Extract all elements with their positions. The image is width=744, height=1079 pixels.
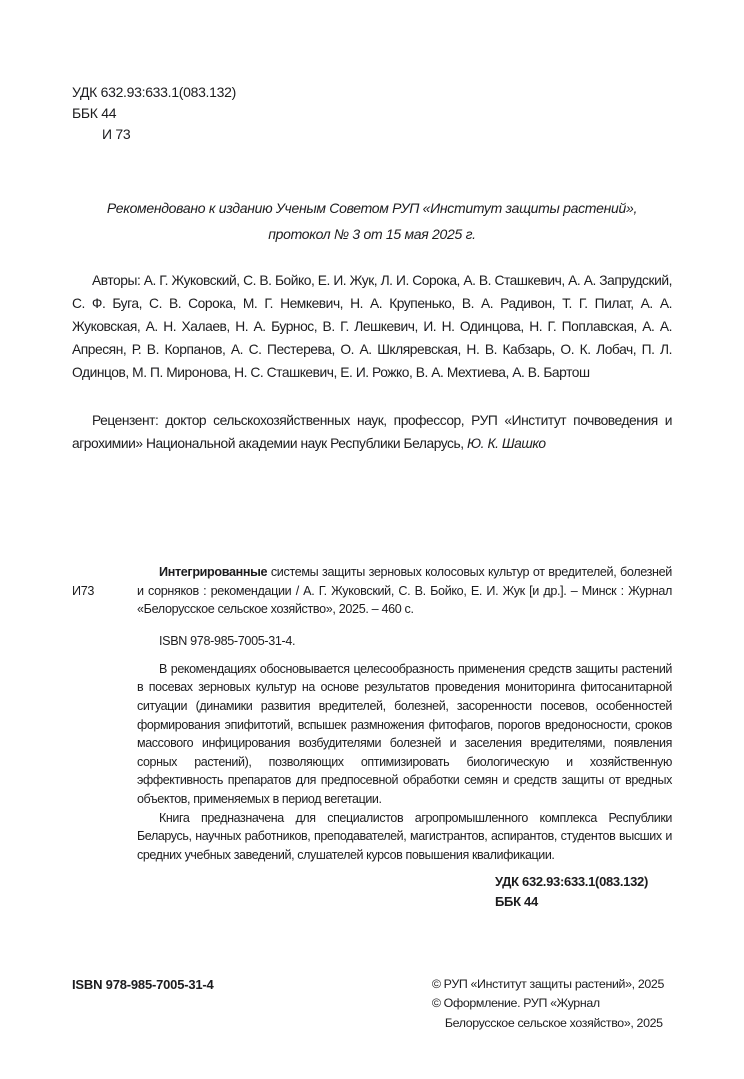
copyright-block: [432, 975, 664, 1034]
bottom-classification-codes: [495, 872, 648, 912]
imprint-footer: [72, 975, 672, 1040]
catalog-card-label: И73: [72, 584, 95, 598]
authors-paragraph: Авторы: А. Г. Жуковский, С. В. Бойко, Е. И. Жук, Л. И. Сорока, А. В. Сташкевич, А. А. Запрудский, С. Ф. Буга, С. В. Сорока, М. Г. Немкевич, Н. А. Крупенько, В. А. Радивон, Т. Г. Пилат, А. А. Жуковская, А. Н. Халаев, Н. А. Бурнос, В. Г. Лешкевич, И. Н. Одинцова, Н. Г. Поплавская, А. А. Апресян, Р. В. Корпанов, А. С. Пестерева, О. А. Шкляревская, Н. В. Кабзарь, О. К. Лобач, П. Л. Одинцов, М. П. Миронова, Н. С. Сташкевич, Е. И. Рожко, В. А. Мехтиева, А. В. Бартош: [72, 273, 672, 380]
udk-code-bottom: УДК 632.93:633.1(083.132): [494, 874, 648, 890]
footer-isbn: ISBN 978-985-7005-31-4: [72, 976, 214, 992]
copyright-line-2: © Оформление. РУП «Журнал: [431, 996, 600, 1010]
copyright-line-3: Белорусское сельское хозяйство», 2025: [444, 1015, 663, 1030]
copyright-line-1: © РУП «Институт защиты растений», 2025: [431, 976, 664, 991]
approval-line-1: Рекомендовано к изданию Ученым Советом РУП «Институт защиты растений»,: [106, 200, 638, 216]
book-index-code: И 73: [102, 126, 131, 142]
catalog-card: [72, 563, 672, 619]
approval-note: [72, 195, 672, 247]
annotation-block: [72, 660, 672, 865]
approval-line-2: протокол № 3 от 15 мая 2025 г.: [268, 226, 476, 242]
reviewer-text: Рецензент: доктор сельскохозяйственных наук, профессор, РУП «Институт почвоведения и агрохимии» Национальной академии наук Республики Беларусь,: [72, 413, 672, 451]
catalog-card-title: Интегрированные: [159, 565, 268, 579]
bbk-code-top: ББК 44: [72, 105, 117, 121]
top-classification-codes: [72, 82, 672, 145]
bbk-code-bottom: ББК 44: [494, 894, 538, 910]
catalog-card-entry: [137, 563, 672, 619]
annotation-paragraph-2: Книга предназначена для специалистов агропромышленного комплекса Республики Беларусь, научных работников, преподавателей, магистрантов, аспирантов, студентов высших и средних учебных заведений, слушателей курсов повышения квалификации.: [137, 810, 672, 862]
catalog-isbn: ISBN 978-985-7005-31-4.: [159, 633, 296, 648]
annotation-paragraph-1: В рекомендациях обосновывается целесообразность применения средств защиты растений в посевах зерновых культур на основе результатов проведения мониторинга фитосанитарной ситуации (динамики развития вредителей, болезней, засоренности посевов, особенностей формирования эпифитотий, вспышек размножения фитофагов, порогов вредоносности, сроков массового инфицирования возбудителями болезней и заселения вредителями, появления сорных растений), позволяющих оптимизировать биологическую и хозяйственную эффективность препаратов для предпосевной обработки семян и средств защиты от вредных объектов, применяемых в период вегетации.: [137, 661, 672, 806]
udk-code-top: УДК 632.93:633.1(083.132): [72, 84, 236, 100]
reviewer-name: Ю. К. Шашко: [467, 436, 546, 451]
catalog-card-body: системы защиты зерновых колосовых культур от вредителей, болезней и сорняков : рекомендации / А. Г. Жуковский, С. В. Бойко, Е. И. Жук [и др.]. – Минск : Журнал «Белорусское сельское хозяйство», 2025. – 460 с.: [137, 565, 672, 617]
reviewer-paragraph: [72, 409, 672, 455]
